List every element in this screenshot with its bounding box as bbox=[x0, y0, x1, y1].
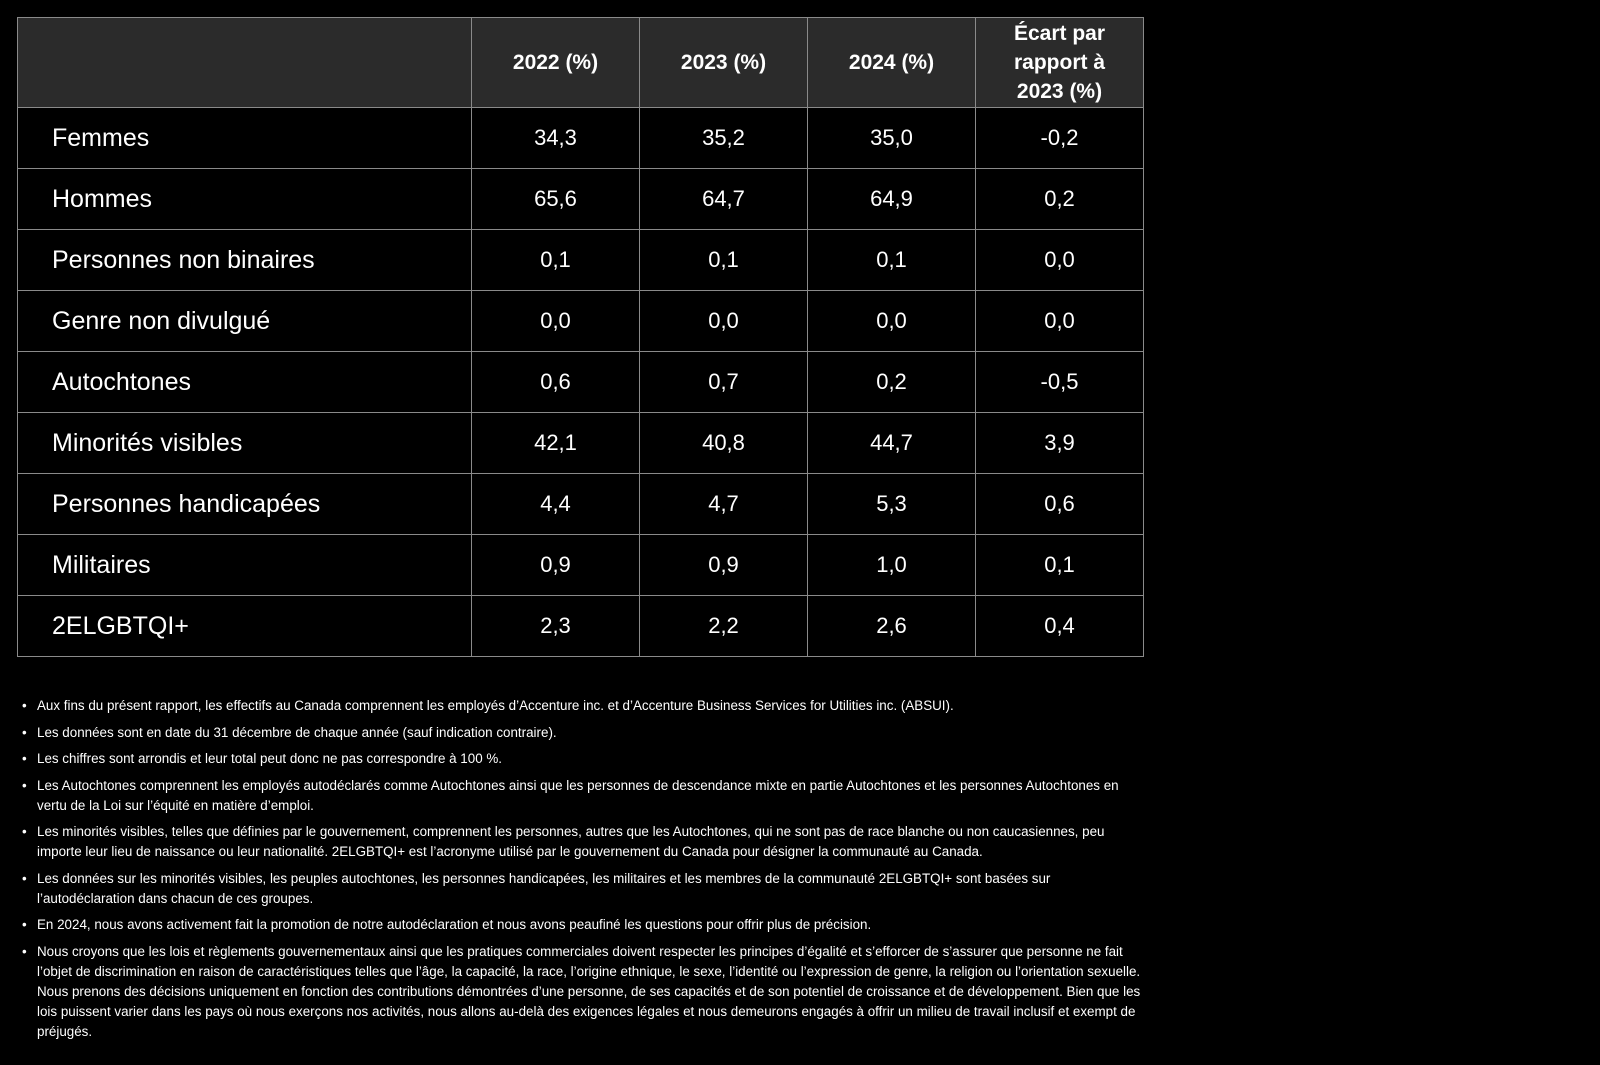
row-label: Personnes non binaires bbox=[18, 230, 472, 291]
footnote-item: • En 2024, nous avons activement fait la promotion de notre autodéclaration et nous avons peaufiné les questions pour offrir plus de précision. bbox=[22, 915, 1142, 935]
row-label: 2ELGBTQI+ bbox=[18, 596, 472, 657]
cell-diff: 0,1 bbox=[976, 535, 1144, 596]
header-2024: 2024 (%) bbox=[808, 18, 976, 108]
cell-2022: 42,1 bbox=[472, 413, 640, 474]
table-row bbox=[18, 230, 1144, 291]
header-diff-line-1: Écart par bbox=[1013, 22, 1106, 45]
cell-2024: 1,0 bbox=[808, 535, 976, 596]
cell-2022: 0,0 bbox=[472, 291, 640, 352]
table-header-row bbox=[18, 18, 1144, 108]
footnote-item: • Les minorités visibles, telles que définies par le gouvernement, comprennent les personnes, autres que les Autochtones, qui ne sont pas de race blanche ou non caucasiennes, peu importe leur lieu de naissance ou leur nationalité. 2ELGBTQI+ est l’acronyme utilisé par le gouvernement du Canada pour désigner la communauté au Canada. bbox=[22, 822, 1142, 862]
cell-2022: 34,3 bbox=[472, 108, 640, 169]
footnote-item: • Les Autochtones comprennent les employés autodéclarés comme Autochtones ainsi que les personnes de descendance mixte en partie Autochtones et les personnes Autochtones en vertu de la Loi sur l’équité en matière d’emploi. bbox=[22, 776, 1142, 816]
row-label: Personnes handicapées bbox=[18, 474, 472, 535]
cell-diff: 0,0 bbox=[976, 291, 1144, 352]
header-diff-line-2: rapport à bbox=[1013, 51, 1105, 74]
footnote-item: • Aux fins du présent rapport, les effectifs au Canada comprennent les employés d’Accenture inc. et d’Accenture Business Services for Utilities inc. (ABSUI). bbox=[22, 696, 1142, 716]
table-row bbox=[18, 108, 1144, 169]
row-label: Genre non divulgué bbox=[18, 291, 472, 352]
cell-2022: 0,6 bbox=[472, 352, 640, 413]
table-row bbox=[18, 535, 1144, 596]
cell-2024: 35,0 bbox=[808, 108, 976, 169]
cell-diff: 0,6 bbox=[976, 474, 1144, 535]
cell-2023: 2,2 bbox=[640, 596, 808, 657]
cell-2023: 0,0 bbox=[640, 291, 808, 352]
cell-2024: 5,3 bbox=[808, 474, 976, 535]
row-label: Hommes bbox=[18, 169, 472, 230]
cell-2024: 44,7 bbox=[808, 413, 976, 474]
cell-2023: 35,2 bbox=[640, 108, 808, 169]
header-diff bbox=[976, 18, 1144, 108]
row-label: Minorités visibles bbox=[18, 413, 472, 474]
header-2022: 2022 (%) bbox=[472, 18, 640, 108]
cell-2023: 40,8 bbox=[640, 413, 808, 474]
cell-2024: 64,9 bbox=[808, 169, 976, 230]
cell-2024: 0,2 bbox=[808, 352, 976, 413]
cell-diff: 0,0 bbox=[976, 230, 1144, 291]
cell-2023: 0,1 bbox=[640, 230, 808, 291]
cell-2023: 0,9 bbox=[640, 535, 808, 596]
table-row bbox=[18, 169, 1144, 230]
footnotes-list bbox=[22, 696, 1142, 1048]
header-diff-line-3: 2023 (%) bbox=[1016, 80, 1103, 103]
cell-2023: 4,7 bbox=[640, 474, 808, 535]
row-label: Militaires bbox=[18, 535, 472, 596]
row-label: Femmes bbox=[18, 108, 472, 169]
footnote-item: • Les données sur les minorités visibles, les peuples autochtones, les personnes handicapées, les militaires et les membres de la communauté 2ELGBTQI+ sont basées sur l’autodéclaration dans chacun de ces groupes. bbox=[22, 869, 1142, 909]
cell-2024: 2,6 bbox=[808, 596, 976, 657]
cell-diff: 0,4 bbox=[976, 596, 1144, 657]
diversity-table-container bbox=[17, 17, 1144, 657]
cell-2022: 65,6 bbox=[472, 169, 640, 230]
cell-2024: 0,0 bbox=[808, 291, 976, 352]
table-row bbox=[18, 291, 1144, 352]
cell-2022: 0,9 bbox=[472, 535, 640, 596]
footnote-item: • Les données sont en date du 31 décembre de chaque année (sauf indication contraire). bbox=[22, 723, 1142, 743]
footnote-item: • Les chiffres sont arrondis et leur total peut donc ne pas correspondre à 100 %. bbox=[22, 749, 1142, 769]
cell-diff: 0,2 bbox=[976, 169, 1144, 230]
cell-2022: 0,1 bbox=[472, 230, 640, 291]
cell-diff: 3,9 bbox=[976, 413, 1144, 474]
cell-diff: -0,2 bbox=[976, 108, 1144, 169]
cell-2023: 0,7 bbox=[640, 352, 808, 413]
table-row bbox=[18, 474, 1144, 535]
cell-diff: -0,5 bbox=[976, 352, 1144, 413]
table-row bbox=[18, 352, 1144, 413]
footnote-item: • Nous croyons que les lois et règlements gouvernementaux ainsi que les pratiques commerciales doivent respecter les principes d’égalité et s’efforcer de s’assurer que personne ne fait l’objet de discrimination en raison de caractéristiques telles que l’âge, la capacité, la race, l’origine ethnique, le sexe, l’identité ou l’expression de genre, la religion ou l’orientation sexuelle. Nous prenons des décisions uniquement en fonction des contributions démontrées d’une personne, de ses capacités et de son potentiel de croissance et de développement. Bien que les lois puissent varier dans les pays où nous exerçons nos activités, nous allons au-delà des exigences légales et nous demeurons engagés à offrir un milieu de travail inclusif et exempt de préjugés. bbox=[22, 942, 1142, 1042]
row-label: Autochtones bbox=[18, 352, 472, 413]
table-row bbox=[18, 596, 1144, 657]
table-row bbox=[18, 413, 1144, 474]
cell-2022: 4,4 bbox=[472, 474, 640, 535]
diversity-table bbox=[17, 17, 1144, 657]
header-category bbox=[18, 18, 472, 108]
cell-2023: 64,7 bbox=[640, 169, 808, 230]
cell-2024: 0,1 bbox=[808, 230, 976, 291]
cell-2022: 2,3 bbox=[472, 596, 640, 657]
header-2023: 2023 (%) bbox=[640, 18, 808, 108]
